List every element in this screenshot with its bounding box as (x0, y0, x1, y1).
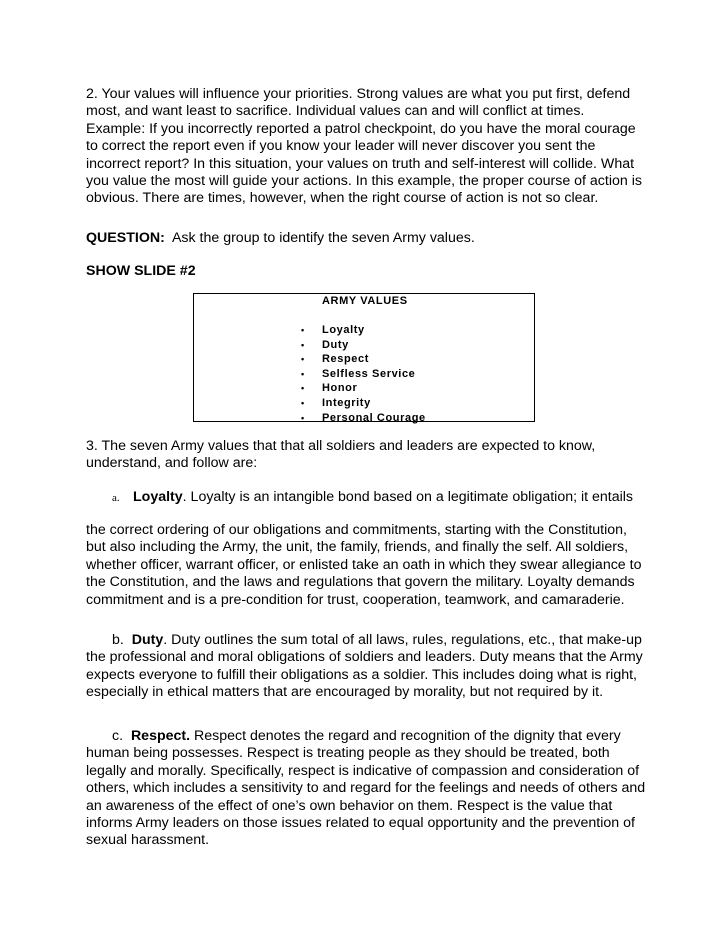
respect-text: Respect denotes the regard and recognition of the dignity that every human being possesses. Respect is treating people as they should be treated, both legally and morally. Specifically, respect is indicative of compassion and consideration of others, which includes a sensitivity to and regard for the feelings and needs of others and an awareness of the effect of one’s own behavior on them. Respect is the value that informs Army leaders on those issues related to equal opportunity and the prevention of sexual harassment. (86, 728, 646, 849)
army-value-label: Selfless Service (322, 367, 416, 380)
list-item (301, 411, 426, 426)
duty-term: Duty (131, 632, 164, 648)
army-value-label: Duty (322, 338, 349, 351)
duty-letter: b. (112, 632, 124, 648)
bullet-icon: • (301, 354, 305, 365)
bullet-icon: • (301, 412, 305, 423)
list-item (301, 396, 426, 411)
slide-title: ARMY VALUES (322, 295, 408, 307)
bullet-icon: • (301, 397, 305, 408)
loyalty-intro-text: . Loyalty is an intangible bond based on a legitimate obligation; it entails (182, 489, 634, 505)
bullet-icon: • (301, 325, 305, 335)
question-line (86, 230, 646, 247)
paragraph-values-priorities: 2. Your values will influence your priorities. Strong values are what you put first, defend most, and want least to sacrifice. Individual values can and will conflict at times. Example: If you incorrectly reported a patrol checkpoint, do you have the moral courage to correct the report even if you know your leader will never discover you sent the incorrect report? In this situation, your values on truth and self-interest will collide. What you value the most will guide your actions. In this example, the proper course of action is obvious. There are times, however, when the right course of action is not so clear. (86, 86, 642, 207)
respect-term: Respect. (130, 728, 191, 744)
list-item (301, 367, 426, 382)
army-value-label: Loyalty (322, 324, 365, 336)
question-text: Ask the group to identify the seven Army values. (171, 230, 475, 246)
list-item (301, 338, 426, 353)
army-value-label: Personal Courage (322, 411, 426, 424)
list-item (301, 381, 426, 396)
army-values-slide-box (193, 293, 535, 422)
loyalty-intro (133, 489, 653, 506)
bullet-icon: • (301, 339, 305, 350)
bullet-icon: • (301, 368, 305, 379)
army-value-label: Integrity (322, 396, 371, 409)
respect-letter: c. (112, 728, 124, 744)
loyalty-letter: a. (112, 492, 120, 504)
duty-paragraph (86, 632, 646, 702)
respect-paragraph (86, 728, 646, 850)
list-item (301, 352, 426, 367)
army-values-list (301, 323, 426, 425)
bullet-icon: • (301, 383, 305, 394)
paragraph-seven-values: 3. The seven Army values that that all soldiers and leaders are expected to know, understand, and follow are: (86, 438, 596, 472)
duty-text: . Duty outlines the sum total of all laws, rules, regulations, etc., that make-up the professional and moral obligations of soldiers and leaders. Duty means that the Army expects everyone to fulfill their obligations as a soldier. This includes doing what is right, especially in ethical matters that are encouraged by morality, but not required by it. (86, 632, 643, 701)
list-item (301, 323, 426, 338)
loyalty-body: the correct ordering of our obligations and commitments, starting with the Constitution, but also including the Army, the unit, the family, friends, and finally the self. All soldiers, whether officer, warrant officer, or enlisted take an oath in which they swear allegiance to the Constitution, and the laws and regulations that govern the military. Loyalty demands commitment and is a pre-condition for trust, cooperation, teamwork, and camaraderie. (86, 522, 642, 608)
question-label: QUESTION: (86, 230, 165, 246)
loyalty-term: Loyalty (133, 489, 183, 505)
show-slide-heading: SHOW SLIDE #2 (86, 263, 196, 279)
army-value-label: Honor (322, 382, 358, 395)
army-value-label: Respect (322, 353, 369, 366)
